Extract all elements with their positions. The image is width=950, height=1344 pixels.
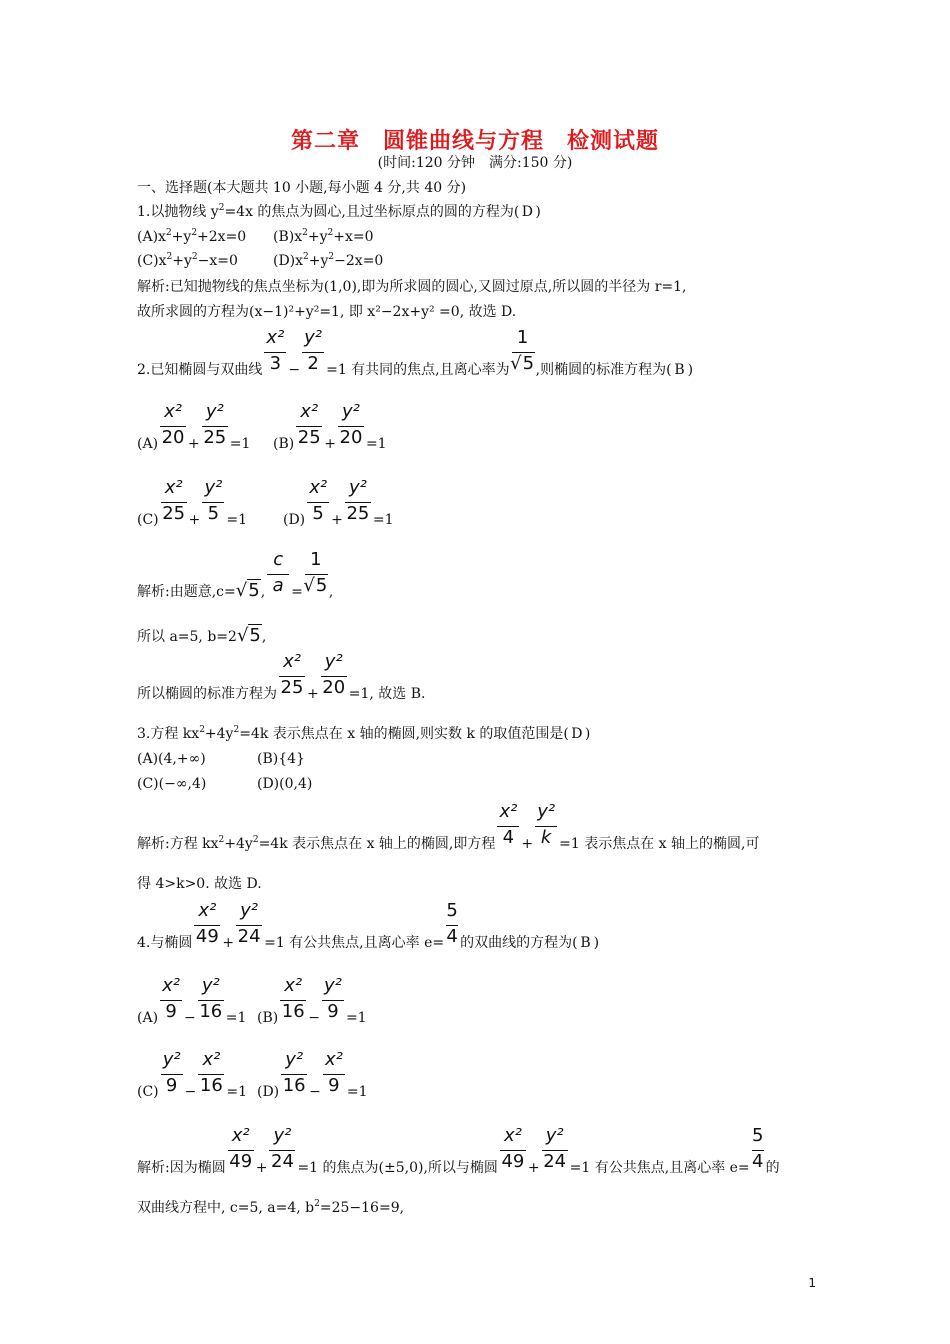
- fraction: $\frac{\text{x²}}{3}$: [262, 358, 288, 374]
- q1-answer: D: [521, 204, 533, 220]
- fraction: $\frac{1}{√5}$: [510, 327, 535, 374]
- q1-solution-line2: 故所求圆的方程为(x−1)²+y²=1, 即 x²−2x+y² =0, 故选 D.: [137, 304, 517, 320]
- fraction: $\frac{\text{y²}}{2}$: [300, 358, 326, 374]
- q4-solution-line1: 解析:因为椭圆 $\frac{\text{x²}}{49}$ + $\frac{\text{y²}}{24}$ =1 的焦点为(±5,0),所以与椭圆 $\frac{\text{x²}}{49}$ + $\frac{\text{y²}}{24}$ =1 有公共焦点,且离心率 e= $\frac{5}{4}$ 的: [137, 1125, 780, 1176]
- page-number: 1: [808, 1276, 816, 1290]
- q4-option-c: (C) $\frac{\text{y²}}{9}$ − $\frac{\text{x²}}{16}$ =1: [137, 1049, 248, 1100]
- q2-option-b: (B) $\frac{\text{x²}}{25}$ + $\frac{\text{y²}}{20}$ =1: [273, 401, 387, 452]
- q1-option-c: $(C)x^2+y^2-x=0$: [137, 252, 238, 269]
- q3-option-a: (A)(4,+∞): [137, 751, 206, 767]
- q4-option-a: (A) $\frac{\text{x²}}{9}$ − $\frac{\text{y²}}{16}$ =1: [137, 975, 247, 1026]
- q3-option-b: (B){4}: [257, 751, 305, 767]
- q2-answer: B: [674, 362, 685, 378]
- q3-solution-line1: 解析:方程 $kx^2+4y^2=4k$ 表示焦点在 x 轴上的椭圆,即方程 $\frac{\text{x²}}{4}$ + $\frac{\text{y²}}{k}$ =1 表示焦点在 x 轴上的椭圆,可: [137, 801, 760, 852]
- q4-option-d: (D) $\frac{\text{y²}}{16}$ − $\frac{\text{x²}}{9}$ =1: [257, 1049, 368, 1100]
- q1-option-b: $(B)x^2+y^2+x=0$: [273, 228, 374, 245]
- q2-option-a: (A) $\frac{\text{x²}}{20}$ + $\frac{\text{y²}}{25}$ =1: [137, 401, 251, 452]
- q3-option-c: (C)(−∞,4): [137, 776, 207, 792]
- q3-option-d: (D)(0,4): [257, 776, 313, 792]
- q3-solution-line2: 得 4>k>0. 故选 D.: [137, 876, 262, 892]
- q1-stem: 1.以抛物线 $y^2=4x$ 的焦点为圆心,且过坐标原点的圆的方程为( D ): [137, 203, 541, 220]
- q4-option-b: (B) $\frac{\text{x²}}{16}$ − $\frac{\text{y²}}{9}$ =1: [257, 975, 367, 1026]
- q2-solution-line1: 解析:由题意,c=√5, $\frac{c}{a}$ = $\frac{1}{√5}$ ,: [137, 549, 334, 601]
- q3-stem: 3.方程 $kx^2+4y^2=4k$ 表示焦点在 x 轴的椭圆,则实数 k 的取值范围是( D ): [137, 725, 591, 742]
- q4-stem: 4.与椭圆 $\frac{\text{x²}}{49}$ + $\frac{\text{y²}}{24}$ =1 有公共焦点,且离心率 e= $\frac{5}{4}$ 的双曲线的方程为( B ): [137, 900, 600, 951]
- q3-answer: D: [571, 726, 583, 742]
- q1-solution-line1: 解析:已知抛物线的焦点坐标为(1,0),即为所求圆的圆心,又圆过原点,所以圆的半径为 r=1,: [137, 279, 687, 295]
- q4-solution-line2: 双曲线方程中, c=5, a=4, $b^2=25-16=9$,: [137, 1199, 405, 1216]
- q1-option-d: $(D)x^2+y^2-2x=0$: [273, 252, 384, 269]
- page-subtitle: (时间:120 分钟 满分:150 分): [377, 155, 573, 171]
- q2-solution-line2: 所以 a=5, b=2√5,: [137, 625, 267, 646]
- q2-stem: 2.已知椭圆与双曲线 $\frac{\text{x²}}{3}$ − $\frac{\text{y²}}{2}$ =1 有共同的焦点,且离心率为 $\frac{1}{√5}$ ,则椭圆的标准方程为( B ): [137, 327, 694, 378]
- q2-option-c: (C) $\frac{\text{x²}}{25}$ + $\frac{\text{y²}}{5}$ =1: [137, 477, 248, 528]
- q2-solution-line3: 所以椭圆的标准方程为 $\frac{\text{x²}}{25}$ + $\frac{\text{y²}}{20}$ =1, 故选 B.: [137, 651, 426, 702]
- page-title: 第二章 圆锥曲线与方程 检测试题: [290, 129, 659, 154]
- q4-answer: B: [580, 935, 591, 951]
- q2-option-d: (D) $\frac{\text{x²}}{5}$ + $\frac{\text{y²}}{25}$ =1: [283, 477, 394, 528]
- q1-option-a: $(A)x^2+y^2+2x=0$: [137, 228, 247, 245]
- section-heading: 一、选择题(本大题共 10 小题,每小题 4 分,共 40 分): [137, 180, 467, 196]
